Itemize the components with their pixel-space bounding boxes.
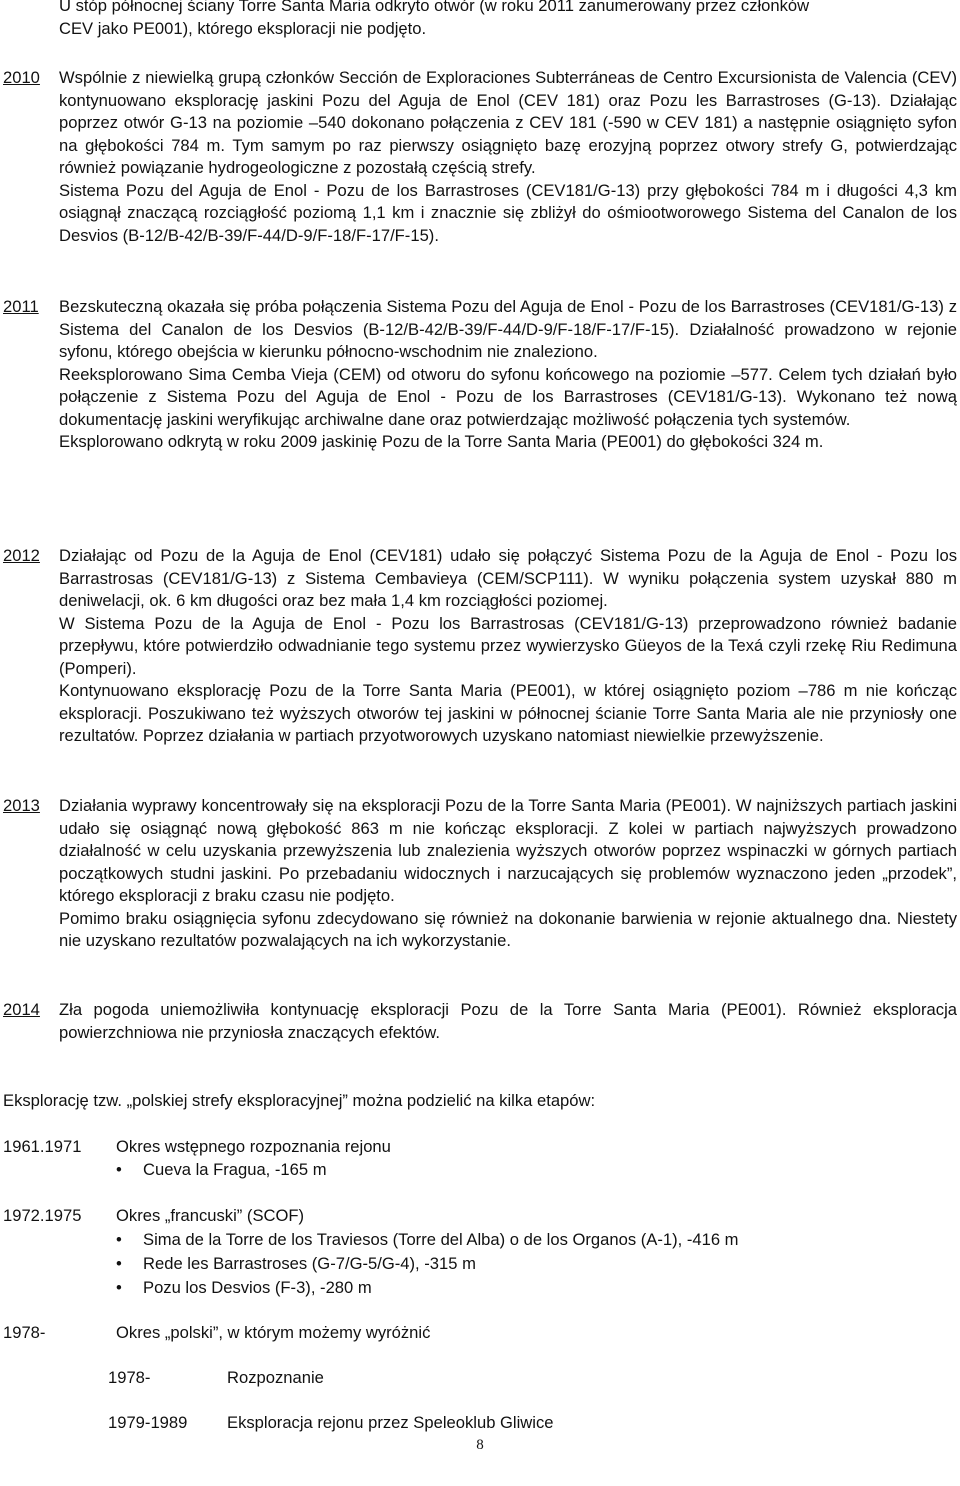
- bullet-icon: •: [116, 1230, 122, 1249]
- paragraph: Reeksplorowano Sima Cemba Vieja (CEM) od otworu do syfonu końcowego na poziomie –577. Celem tych działań było połączenie z Sistema Pozu del Aguja de Enol - Pozu de los Barrastroses (CEV181/G-13). Wykonano też nową dokumentację jaskini weryfikując archiwalne dane oraz potwierdzając możliwość połączenia tych systemów.: [59, 364, 957, 429]
- stage-period: 1961.1971: [3, 1137, 82, 1156]
- year-label-2012: 2012: [3, 546, 40, 565]
- stage-period: 1978-: [3, 1323, 46, 1342]
- substage-label: Eksploracja rejonu przez Speleoklub Gliwice: [227, 1413, 554, 1432]
- year-section-2014: [59, 999, 957, 1044]
- paragraph: Kontynuowano eksplorację Pozu de la Torre Santa Maria (PE001), w której osiągnięto poziom –786 m nie kończąc eksploracji. Poszukiwano też wyższych otworów tej jaskini w północnej ścianie Torre Santa Maria ale nie przyniosły one rezultatów. Poprzez działania w partiach przyotworowych uzyskano natomiast niewielkie przewyższenie.: [59, 681, 957, 745]
- paragraph: Sistema Pozu del Aguja de Enol - Pozu de los Barrastroses (CEV181/G-13) przy głębokości 784 m i długości 4,3 km osiągnął znaczącą rozciągłość poziomą 1,1 km i znacznie się zbliżył do ośmiootworowego Sistema del Canalon de los Desvios (B-12/B-42/B-39/F-44/D-9/F-18/F-17/F-15).: [59, 180, 957, 245]
- year-section-2012: [59, 545, 957, 748]
- bullet-icon: •: [116, 1160, 122, 1179]
- paragraph: Bezskuteczną okazała się próba połączenia Sistema Pozu del Aguja de Enol - Pozu de los Barrastroses (CEV181/G-13) z Sistema del Canalon de los Desvios (B-12/B-42/B-39/F-44/D-9/F-18/F-17/F-15). Działalność prowadzono w rejonie syfonu, którego obejścia w kierunku północno-wschodnim nie znaleziono.: [59, 297, 957, 361]
- stage-label: Okres „polski”, w którym możemy wyróżnić: [116, 1323, 431, 1342]
- stage-period: 1972.1975: [3, 1206, 82, 1225]
- intro-line-1: U stóp północnej ściany Torre Santa Maria odkryto otwór (w roku 2011 zanumerowany przez członków: [59, 0, 810, 15]
- stage-item-text: Sima de la Torre de los Traviesos (Torre del Alba) o de los Organos (A-1), -416 m: [143, 1230, 739, 1249]
- year-label-2014: 2014: [3, 1000, 40, 1019]
- stage-label: Okres wstępnego rozpoznania rejonu: [116, 1137, 391, 1156]
- paragraph: Działając od Pozu de la Aguja de Enol (CEV181) udało się połączyć Sistema Pozu de la Aguja de Enol - Pozu los Barrastrosas (CEV181/G-13) z Sistema Cembavieya (CEM/SCP111). W wyniku połączenia system uzyskał 880 m deniwelacji, ok. 6 km długości oraz bez mała 1,4 km rozciągłości poziomej.: [59, 546, 957, 610]
- paragraph: Działania wyprawy koncentrowały się na eksploracji Pozu de la Torre Santa Maria (PE001). W najniższych partiach jaskini udało się osiągnąć nową głębokość 863 m nie kończąc eksploracji. Z kolei w partiach najwyższych prowadzono działalność w celu uzyskania przewyższenia lub znalezienia wyższych otworów poprzez wspinaczki w górnych partiach początkowych studni jaskini. Po przebadaniu widocznych i narzucających się problemów wyznaczono jeden „przodek”, którego eksploracji z braku czasu nie podjęto.: [59, 796, 957, 905]
- page-number: 8: [476, 1437, 484, 1453]
- intro-line-2: CEV jako PE001), którego eksploracji nie podjęto.: [59, 18, 427, 38]
- substage-period: 1978-: [108, 1368, 151, 1387]
- stages-intro: Eksplorację tzw. „polskiej strefy eksploracyjnej” można podzielić na kilka etapów:: [3, 1091, 596, 1110]
- paragraph: Eksplorowano odkrytą w roku 2009 jaskinię Pozu de la Torre Santa Maria (PE001) do głębokości 324 m.: [59, 432, 824, 451]
- year-label-2011: 2011: [3, 297, 39, 316]
- year-label-2010: 2010: [3, 68, 40, 87]
- year-label-2013: 2013: [3, 796, 40, 815]
- stage-item-text: Cueva la Fragua, -165 m: [143, 1160, 327, 1179]
- year-section-2013: [59, 795, 957, 953]
- stage-item-text: Rede les Barrastroses (G-7/G-5/G-4), -315 m: [143, 1254, 476, 1273]
- paragraph: Wspólnie z niewielką grupą członków Sección de Exploraciones Subterráneas de Centro Excursionista de Valencia (CEV) kontynuowano eksplorację jaskini Pozu del Aguja de Enol (CEV 181) oraz Pozu les Barrastroses (G-13). Działając poprzez otwór G-13 na poziomie –540 dokonano połączenia z CEV 181 (-590 w CEV 181) a następnie osiągnięto syfon na głębokości 784 m. Tym samym po raz pierwszy osiągnięto bazę erozyjną poprzez otwory strefy G, potwierdzając również powiązanie hydrogeologiczne z pozostałą częścią strefy.: [59, 68, 957, 177]
- bullet-icon: •: [116, 1278, 122, 1297]
- intro-paragraph: [59, 0, 959, 40]
- substage-period: 1979-1989: [108, 1413, 188, 1432]
- stage-label: Okres „francuski” (SCOF): [116, 1206, 305, 1225]
- paragraph: W Sistema Pozu de la Aguja de Enol - Pozu los Barrastrosas (CEV181/G-13) przeprowadzono również badanie przepływu, które potwierdziło odwadnianie tego systemu przez wywierzysko Güeyos de la Texá czyli rzekę Riu Redimuna (Pomperi).: [59, 613, 957, 678]
- paragraph: Zła pogoda uniemożliwiła kontynuację eksploracji Pozu de la Torre Santa Maria (PE001). Również eksploracja powierzchniowa nie przyniosła znaczących efektów.: [59, 1000, 957, 1042]
- bullet-icon: •: [116, 1254, 122, 1273]
- substage-label: Rozpoznanie: [227, 1368, 324, 1387]
- paragraph: Pomimo braku osiągnięcia syfonu zdecydowano się również na dokonanie barwienia w rejonie aktualnego dna. Niestety nie uzyskano rezultatów pozwalających na ich wykorzystanie.: [59, 908, 957, 950]
- stage-item-text: Pozu los Desvios (F-3), -280 m: [143, 1278, 372, 1297]
- year-section-2011: [59, 296, 957, 454]
- year-section-2010: [59, 67, 957, 247]
